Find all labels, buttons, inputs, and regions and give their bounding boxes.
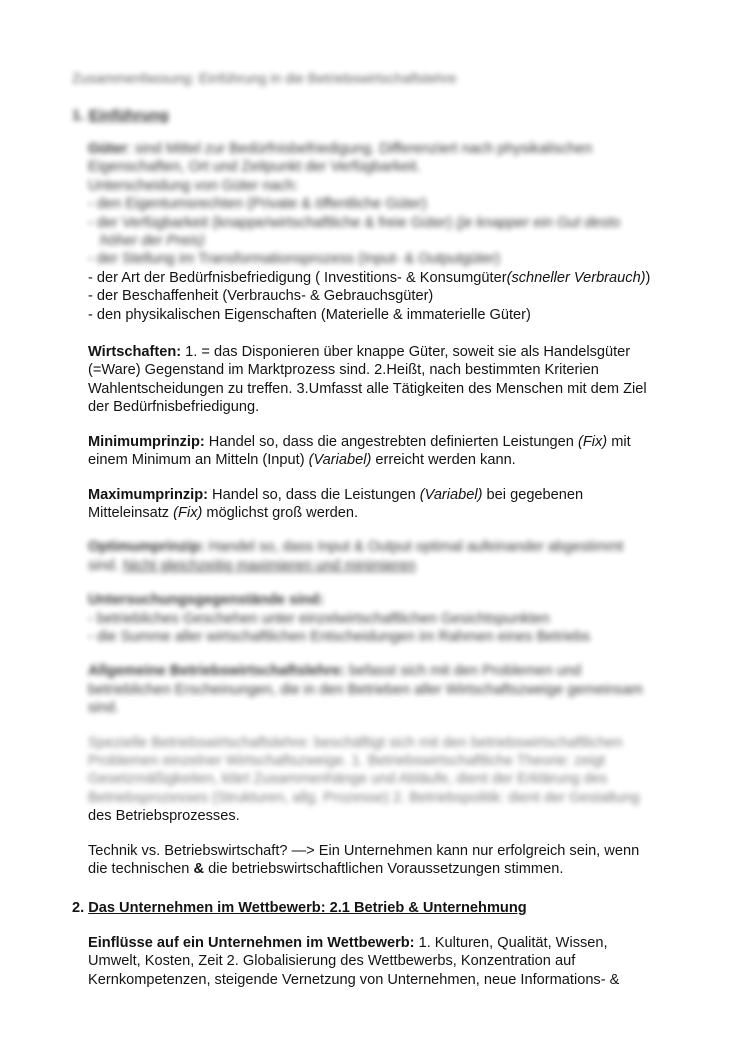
list-item: - der Stellung im Transformationsprozess (Input- & Outputgüter) <box>88 251 501 268</box>
section-2-heading <box>72 900 527 916</box>
list-item: - den physikalischen Eigenschaften (Materielle & immaterielle Güter) <box>88 306 531 323</box>
list-item-cont: höher der Preis) <box>100 233 205 250</box>
sbwl-line: Problemen einzelner Wirtschaftszweige. 1. Betriebswirtschaftliche Theorie: zeigt <box>88 752 606 769</box>
list-item: - den Eigentumsrechten (Private & öffentliche Güter) <box>88 196 427 213</box>
list-item: - der Beschaffenheit (Verbrauchs- & Gebrauchsgüter) <box>88 288 434 305</box>
section-title: Einführung <box>88 107 169 124</box>
abwl-paragraph: Allgemeine Betriebswirtschaftslehre: befasst sich mit den Problemen und <box>88 663 582 680</box>
optimumprinzip-line: sind. Nicht gleichzeitig maximieren und minimieren <box>88 557 416 574</box>
list-item: - der Art der Bedürfnisbefriedigung ( Investitions- & Konsumgüter(schneller Verbrauch)) <box>88 269 651 286</box>
blurred-section <box>88 538 663 807</box>
maximumprinzip-paragraph: Maximumprinzip: Handel so, dass die Leistungen (Variabel) bei gegebenen <box>88 486 584 503</box>
minimumprinzip-paragraph: Minimumprinzip: Handel so, dass die angestrebten definierten Leistungen (Fix) mit <box>88 433 631 450</box>
section-title: Das Unternehmen im Wettbewerb: 2.1 Betrieb & Unternehmung <box>88 900 527 916</box>
wirtschaften-term: Wirtschaften: <box>88 344 182 361</box>
technik-paragraph: Technik vs. Betriebswirtschaft? —> Ein Unternehmen kann nur erfolgreich sein, wenn <box>88 842 640 859</box>
list-item: - die Summe aller wirtschaftlichen Entscheidungen im Rahmen eines Betriebs <box>88 628 591 645</box>
section-number: 1. <box>72 107 85 124</box>
section-number: 2. <box>72 900 85 916</box>
einfluss-line: Kernkompetenzen, steigende Vernetzung von Unternehmen, neue Informations- & <box>88 971 620 988</box>
list-item: - der Verfügbarkeit (knappe/wirtschaftliche & freie Güter) (je knapper ein Gut desto <box>88 214 621 231</box>
gueter-term: Güter <box>88 141 127 157</box>
minimumprinzip-line: einem Minimum an Mitteln (Input) (Variabel) erreicht werden kann. <box>88 452 516 469</box>
unterscheidung-label: Unterscheidung von Güter nach: <box>88 177 299 194</box>
technik-line: die technischen & die betriebswirtschaftlichen Voraussetzungen stimmen. <box>88 861 564 877</box>
maximumprinzip-line: Mitteleinsatz (Fix) möglichst groß werden. <box>88 504 359 521</box>
sbwl-line: Betriebsprozesses (Strukturen, allg. Prozesse) 2. Betriebspolitik: dient der Gestaltung <box>88 789 640 806</box>
sbwl-line: Gesetzmäßigkeiten, klärt Zusammenhänge und Abläufe, dient der Erklärung des <box>88 771 608 788</box>
einfluss-line: Umwelt, Kosten, Zeit 2. Globalisierung des Wettbewerbs, Konzentration auf <box>88 953 576 970</box>
untersuchung-heading: Untersuchungsgegenstände sind: <box>88 592 324 609</box>
list-item: - betriebliches Geschehen unter einzelwirtschaftlichen Gesichtspunkten <box>88 610 550 627</box>
gueter-text: : sind Mittel zur Bedürfnisbefriedigung. Differenziert nach physikalischen <box>126 141 593 157</box>
wirtschaften-line: (=Ware) Gegenstand im Marktprozess sind. 2.Heißt, nach bestimmten Kriterien <box>88 362 599 379</box>
abwl-line: sind. <box>88 700 119 717</box>
wirtschaften-line: Wahlentscheidungen zu treffen. 3.Umfasst alle Tätigkeiten des Menschen mit dem Ziel <box>88 380 647 397</box>
optimumprinzip-paragraph: Optimumprinzip: Handel so, dass Input & Output optimal aufeinander abgestimmt <box>88 539 624 556</box>
wirtschaften-line: der Bedürfnisbefriedigung. <box>88 399 260 416</box>
section-2-body <box>88 934 663 989</box>
sbwl-last-line: des Betriebsprozesses. <box>88 808 240 825</box>
einfluss-paragraph: Einflüsse auf ein Unternehmen im Wettbewerb: 1. Kulturen, Qualität, Wissen, <box>88 935 608 951</box>
abwl-line: betrieblichen Erscheinungen, die in den Betrieben aller Wirtschaftszweige gemeinsam <box>88 681 643 698</box>
sbwl-line: Spezielle Betriebswirtschaftslehre: beschäftigt sich mit den betriebswirtschaftlichen <box>88 734 623 751</box>
section-1-body <box>88 140 663 878</box>
section-1-heading <box>72 107 169 124</box>
wirtschaften-paragraph: Wirtschaften: 1. = das Disponieren über knappe Güter, soweit sie als Handelsgüter <box>88 344 631 361</box>
gueter-block <box>88 140 663 269</box>
document-title: Zusammenfassung: Einführung in die Betriebswirtschaftslehre <box>72 70 457 86</box>
gueter-text-2: Eigenschaften, Ort und Zeitpunkt der Verfügbarkeit. <box>88 159 421 176</box>
